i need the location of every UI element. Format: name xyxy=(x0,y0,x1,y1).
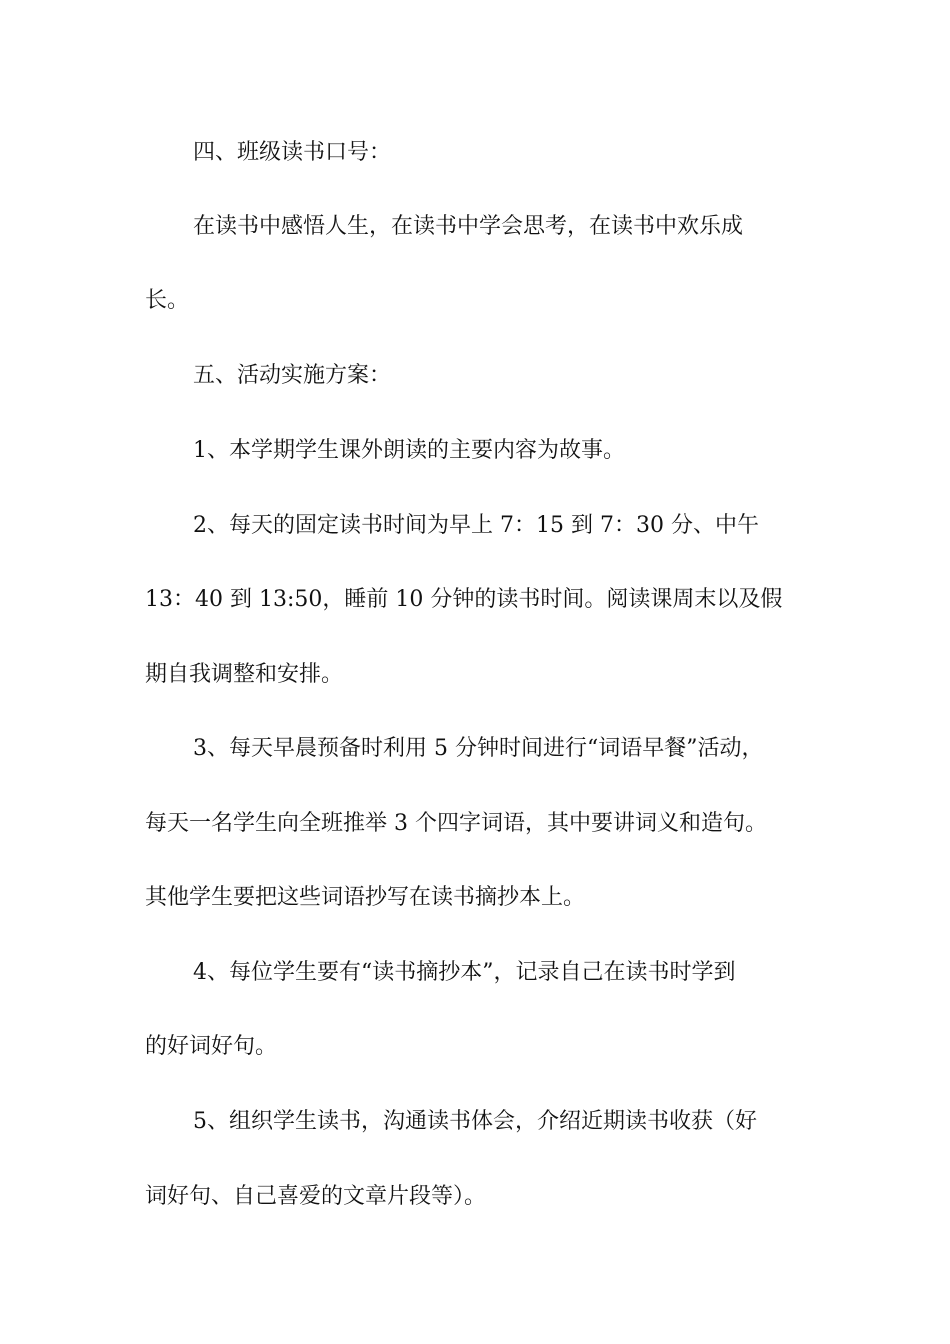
slogan-text-line: 在读书中感悟人生，在读书中学会思考，在读书中欢乐成 xyxy=(193,214,744,239)
section-heading-reading-slogan: 四、班级读书口号： xyxy=(193,140,392,165)
plan-item-2-line: 期自我调整和安排。 xyxy=(145,662,344,687)
slogan-text-line: 长。 xyxy=(145,288,190,313)
plan-item-2-line: 2、每天的固定读书时间为早上 7：15 到 7：30 分、中午 xyxy=(193,513,759,538)
plan-item-2-line: 13：40 到 13:50，睡前 10 分钟的读书时间。阅读课周末以及假 xyxy=(145,587,783,612)
plan-item-3-line: 3、每天早晨预备时利用 5 分钟时间进行“词语早餐”活动， xyxy=(193,736,764,761)
plan-item-4-line: 的好词好句。 xyxy=(145,1034,278,1059)
plan-item-4-line: 4、每位学生要有“读书摘抄本”，记录自己在读书时学到 xyxy=(193,960,736,985)
plan-item-3-line: 其他学生要把这些词语抄写在读书摘抄本上。 xyxy=(145,885,586,910)
plan-item-5-line: 5、组织学生读书，沟通读书体会，介绍近期读书收获（好 xyxy=(193,1109,757,1134)
plan-item-1-line: 1、本学期学生课外朗读的主要内容为故事。 xyxy=(193,438,625,463)
plan-item-5-line: 词好句、自己喜爱的文章片段等）。 xyxy=(145,1184,487,1209)
plan-item-3-line: 每天一名学生向全班推举 3 个四字词语，其中要讲词义和造句。 xyxy=(145,811,767,836)
section-heading-activity-plan: 五、活动实施方案： xyxy=(193,363,392,388)
